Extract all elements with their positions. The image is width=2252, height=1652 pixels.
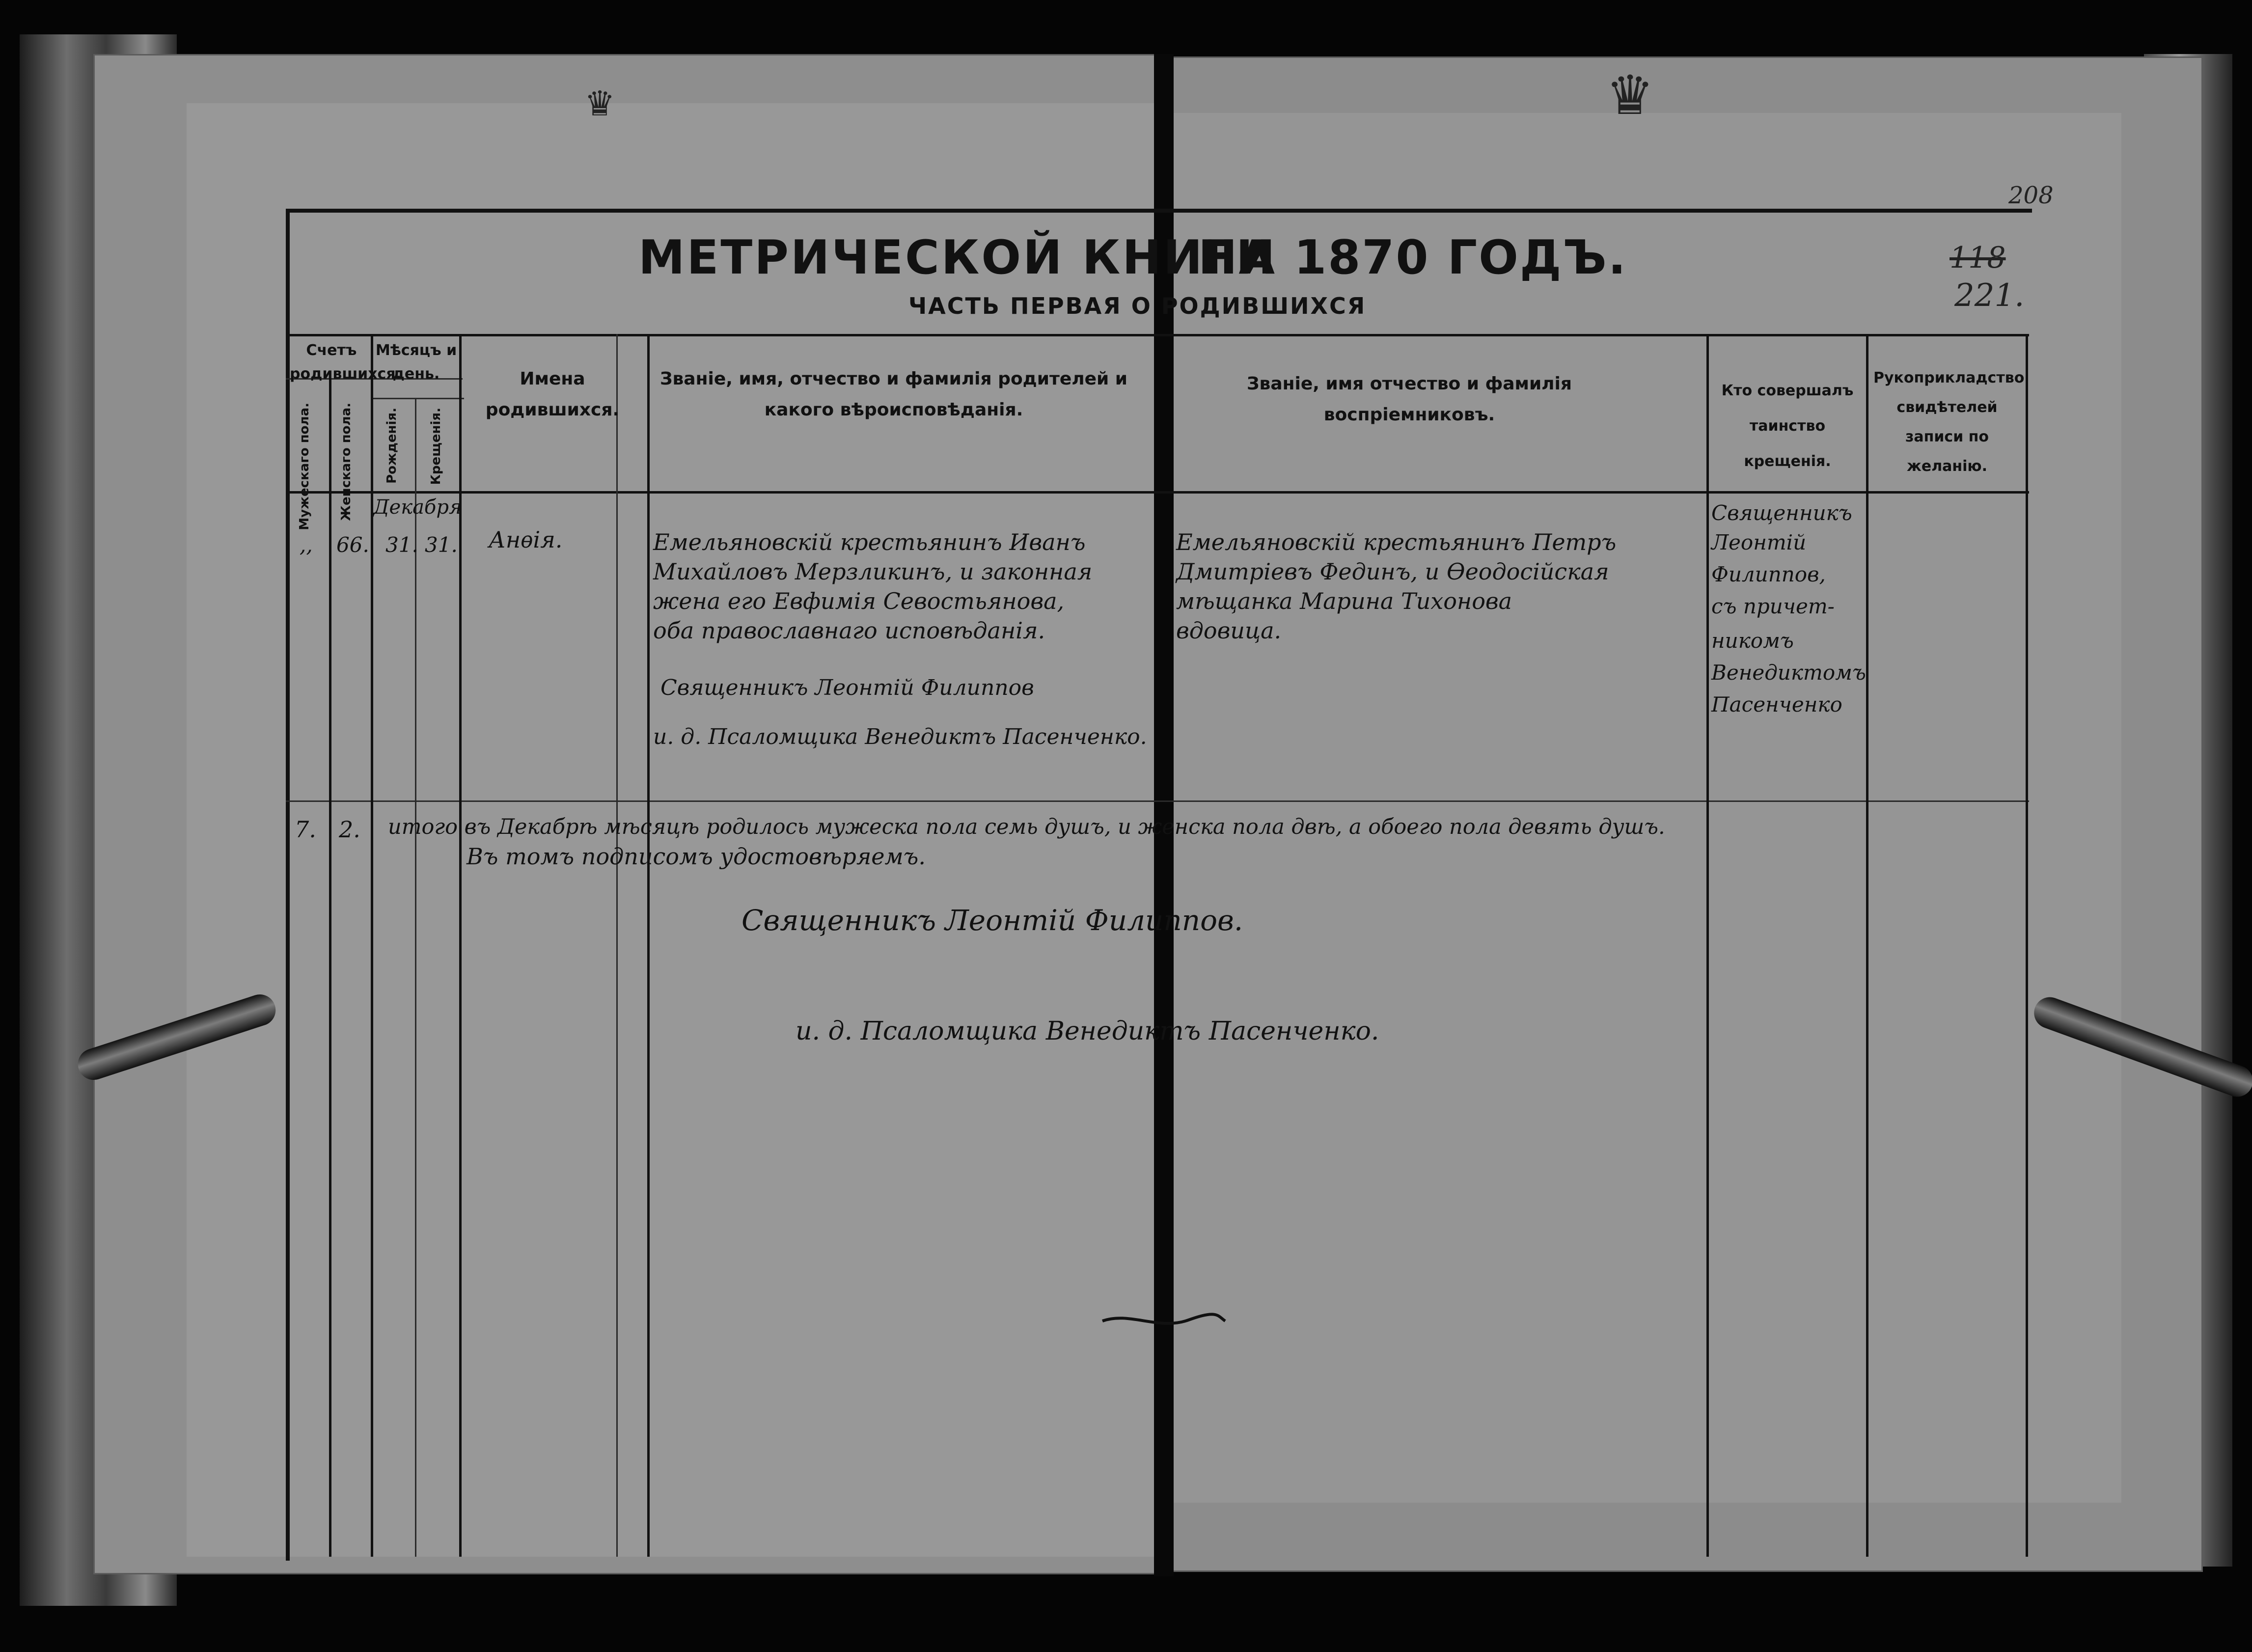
record-birth-day: 31. [385,533,418,557]
summary-line-1: итого въ Декабрѣ мѣсяцѣ родилось мужеска пола семь душъ, и женска пола двѣ, а обоего пола девять душъ. [388,815,1665,839]
crest-left-icon: ♛ [584,83,615,124]
godparents-line-1: Емельяновскій крестьянинъ Петръ [1176,529,1617,555]
col-birth [415,398,416,1557]
record-male-count: ,, [300,533,313,557]
folio-new: 221. [1954,277,2025,314]
header-witnesses: Рукоприкладство свидѣтелей записи по желанію. [1873,369,2025,475]
summary-priest-signature: Священникъ Леонтій Филиппов. [742,904,1243,937]
rule-record-end [286,800,2029,802]
priest-line-1: Священникъ [1711,501,1852,525]
priest-line-2: Леонтій [1711,530,1807,554]
part-title: ЧАСТЬ ПЕРВАЯ О РОДИВШИХСЯ [908,293,1367,319]
record-clerk-signature: и. д. Псаломщика Венедиктъ Пасенченко. [653,724,1147,749]
folio-old: 118 [1950,241,2006,275]
rule-header-bottom [286,491,2029,494]
header-count: Счетъ родившихся. [290,342,401,383]
godparents-line-4: вдовица. [1176,617,1282,644]
end-flourish-icon [1100,1306,1228,1336]
header-baptism: Крещенія. [429,408,443,485]
priest-line-7: Пасенченко [1711,692,1842,716]
crest-right-icon: ♛ [1606,64,1654,127]
summary-male-total: 7. [295,816,316,843]
record-priest-signature: Священникъ Леонтій Филиппов [660,675,1034,700]
priest-line-6: Венедиктомъ [1711,661,1866,685]
priest-line-3: Филиппов, [1711,562,1826,586]
col-male [329,378,331,1557]
record-female-count: 66. [336,533,369,557]
header-male: Мужескаго пола. [297,403,312,530]
godparents-line-2: Дмитріевъ Фединъ, и Ѳеодосійская [1176,558,1609,585]
book-title: МЕТРИЧЕСКОЙ КНИГИ [638,231,1277,285]
godparents-line-3: мѣщанка Марина Тихонова [1176,588,1512,614]
parents-line-2: Михайловъ Мерзликинъ, и законная [653,558,1093,585]
priest-line-5: никомъ [1711,629,1794,653]
parents-line-1: Емельяновскій крестьянинъ Иванъ [653,529,1086,555]
parents-line-4: оба православнаго исповѣданія. [653,617,1045,644]
summary-clerk-signature: и. д. Псаломщика Венедиктъ Пасенченко. [796,1017,1379,1046]
col-parents [647,334,650,1557]
header-birth: Рожденія. [384,408,399,484]
folio-pencil: 208 [2008,182,2054,209]
col-performed [1866,334,1868,1557]
header-performed: Кто совершалъ таинство крещенія. [1721,382,1854,470]
header-month-day: Мѣсяцъ и день. [375,342,457,383]
rule-subheader-day [371,398,464,399]
book-year: НА 1870 ГОДЪ. [1198,231,1627,285]
header-parents: Званіе, имя, отчество и фамилія родителей и какого вѣроисповѣданія. [659,369,1128,420]
col-names [616,334,618,1557]
record-child-name: Анѳія. [489,526,563,553]
parents-line-3: жена его Евфимія Севостьянова, [653,588,1065,614]
col-godparents [1706,334,1709,1557]
header-godparents: Званіе, имя отчество и фамилія воспріемниковъ. [1246,374,1572,425]
header-names: Имена родившихся. [485,369,620,420]
summary-female-total: 2. [339,816,360,843]
record-month: Декабря [373,496,462,519]
record-baptism-day: 31. [425,533,458,557]
priest-line-4: съ причет- [1711,594,1835,618]
summary-line-2: Въ томъ подписомъ удостовѣряемъ. [467,843,926,870]
col-witnesses [2026,334,2028,1557]
header-female: Женскаго пола. [339,403,354,521]
rule-header-top [286,334,2029,336]
